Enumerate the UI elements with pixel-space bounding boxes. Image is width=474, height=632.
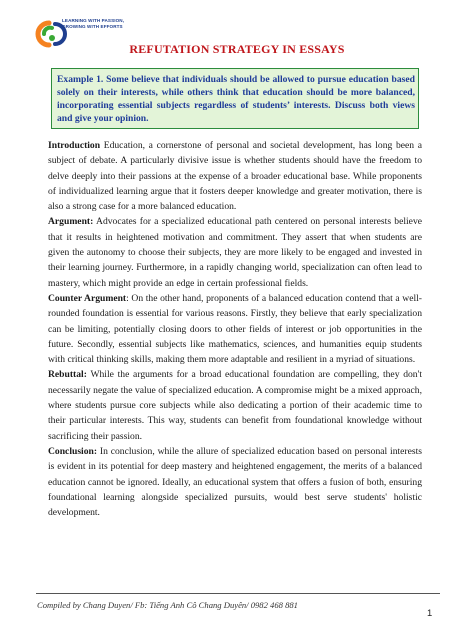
introduction-label: Introduction — [48, 140, 101, 151]
introduction-paragraph — [48, 138, 422, 214]
counter-argument-label: Counter Argument — [48, 292, 127, 304]
tagline-line-1: LEARNING WITH PASSION, — [62, 18, 125, 23]
page-title: REFUTATION STRATEGY IN ESSAYS — [129, 42, 345, 56]
conclusion-text: In conclusion, while the allure of specialized education based on personal interests is evident in its potential for deep mastery and heightened engagement, the merits of a balanced education cannot be ignored. Ideally, an educational system that offers a fusion of both, ensuring foundational learning alongside specialized pursuits, would best serve students' holistic development. — [48, 445, 422, 519]
counter-argument-text: : On the other hand, proponents of a balanced education contend that a well-rounded foundation is essential for various reasons. Firstly, they believe that early specialization can be limiting, potentially closing doors to other fields of interest or job opportunities in the future. Secondly, essential subjects like mathematics, sciences, and humanities equip students with critical thinking skills, making them more adaptable and resilient in a myriad of situations. — [48, 292, 422, 366]
footer-divider — [36, 593, 440, 594]
argument-text: Advocates for a specialized educational path centered on personal interests believe that it results in heightened motivation and commitment. They assert that when students are given the autonomy to choose their subjects, they are more likely to be engaged and invested in their learning journey. Furthermore, in a rapidly changing world, specialization can often lead to mastery, which might provide an edge in certain professional fields. — [48, 216, 422, 289]
footer-credit: Compiled by Chang Duyen/ Fb: Tiếng Anh Cô Chang Duyên/ 0982 468 881 — [37, 600, 298, 610]
rebuttal-paragraph — [48, 367, 422, 443]
essay-body — [48, 138, 422, 520]
conclusion-paragraph — [48, 444, 422, 520]
counter-argument-paragraph — [48, 291, 422, 367]
header-tagline — [62, 18, 124, 30]
argument-paragraph — [48, 214, 422, 290]
introduction-text: Education, a cornerstone of personal and societal development, has long been a subject of debate. A particularly divisive issue is whether students should have the freedom to delve deeply into their passions at the expense of a broader educational base. While proponents of individualized learning argue that it fosters deeper knowledge and greater motivation, there is also a strong case for a more balanced education. — [48, 140, 422, 213]
argument-label: Argument: — [48, 216, 94, 228]
example-box — [51, 68, 419, 129]
rebuttal-text: While the arguments for a broad educational foundation are compelling, they don't necessarily negate the value of specialized education. A compromise might be a mixed approach, where students pursue core subjects while also dedicating a portion of their academic time to their particular interests. This way, students can benefit from foundational knowledge without sacrificing their passion. — [48, 369, 422, 442]
page-number: 1 — [427, 607, 433, 618]
tagline-line-2: GROWING WITH EFFORTS — [62, 24, 123, 29]
example-prompt: Example 1. Some believe that individuals should be allowed to pursue education based solely on their interests, while others think that education should be more balanced, incorporating essential subjects regardless of students’ interests. Discuss both views and give your opinion. — [57, 74, 415, 124]
rebuttal-label: Rebuttal: — [48, 369, 87, 381]
conclusion-label: Conclusion: — [48, 445, 98, 457]
